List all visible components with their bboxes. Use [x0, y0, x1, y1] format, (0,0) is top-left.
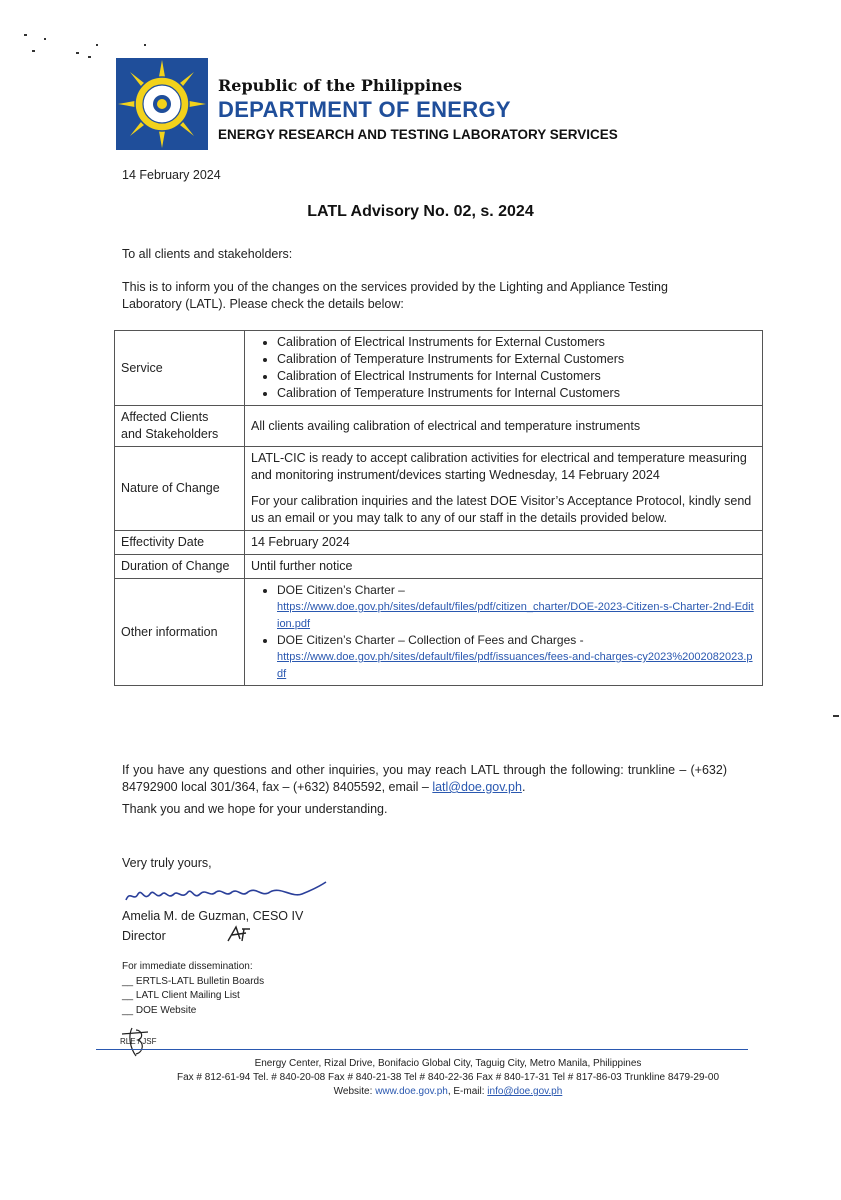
list-item: __ LATL Client Mailing List	[122, 990, 240, 1001]
footer-email-link[interactable]: info@doe.gov.ph	[487, 1086, 563, 1097]
effectivity-value: 14 February 2024	[245, 531, 763, 555]
effectivity-label: Effectivity Date	[115, 531, 245, 555]
advisory-title: LATL Advisory No. 02, s. 2024	[307, 203, 534, 220]
other-value	[245, 579, 763, 686]
signatory-name: Amelia M. de Guzman, CESO IV	[122, 909, 304, 923]
handwritten-stamp-icon	[118, 1026, 158, 1060]
list-item: • Calibration of Temperature Instruments for External Customers	[277, 351, 756, 368]
contact-paragraph	[122, 762, 727, 796]
service-list	[251, 334, 756, 402]
doe-seal-logo	[116, 58, 208, 150]
list-item: • Calibration of Electrical Instruments for Internal Customers	[277, 368, 756, 385]
regards-text: Very truly yours,	[122, 856, 212, 870]
footer	[96, 1057, 800, 1099]
other-label: Other information	[115, 579, 245, 686]
list-item: __ DOE Website	[122, 1004, 197, 1016]
service-value	[245, 331, 763, 406]
duration-value: Until further notice	[245, 555, 763, 579]
table-row-duration	[115, 555, 763, 579]
footer-web	[96, 1085, 800, 1099]
signatory-position: Director	[122, 929, 166, 943]
latl-email-link[interactable]: latl@doe.gov.ph	[432, 780, 522, 794]
table-row-nature	[115, 447, 763, 531]
footer-address: Energy Center, Rizal Drive, Bonifacio Global City, Taguig City, Metro Manila, Philippines	[254, 1058, 642, 1069]
initials-icon	[226, 925, 252, 943]
list-item: __ ERTLS-LATL Bulletin Boards	[122, 975, 265, 987]
table-row-service	[115, 331, 763, 406]
website-label: Website:	[333, 1086, 373, 1097]
department-heading: DEPARTMENT OF ENERGY	[218, 97, 511, 122]
table-row-effectivity	[115, 531, 763, 555]
intro-paragraph: This is to inform you of the changes on the services provided by the Lighting and Appliance Testing Laboratory (LATL). Please check the details below:	[122, 280, 668, 311]
nature-value	[245, 447, 763, 531]
signature-icon	[122, 880, 332, 910]
table-row-affected	[115, 406, 763, 447]
affected-label	[115, 406, 245, 447]
footer-divider	[96, 1049, 748, 1050]
republic-heading: Republic of the Philippines	[218, 76, 463, 95]
affected-label-line2: and Stakeholders	[121, 427, 219, 441]
list-item: • Calibration of Electrical Instruments for External Customers	[277, 334, 756, 351]
duration-label: Duration of Change	[115, 555, 245, 579]
website-link[interactable]: www.doe.gov.ph	[375, 1086, 448, 1097]
nature-label: Nature of Change	[115, 447, 245, 531]
svg-text:RLE / JSF: RLE / JSF	[120, 1037, 157, 1046]
other-list	[251, 582, 756, 682]
footer-phones: Fax # 812-61-94 Tel. # 840-20-08 Fax # 840-21-38 Tel # 840-22-36 Fax # 840-17-31 Tel # 817-86-03 Trunkline 8479-29-00	[176, 1072, 720, 1083]
fees-charter-link[interactable]: https://www.doe.gov.ph/sites/default/files/pdf/issuances/fees-and-charges-cy2023%2002082023.pdf	[277, 651, 753, 680]
list-item	[277, 582, 756, 632]
list-item	[277, 632, 756, 682]
fees-charter-title: DOE Citizen’s Charter – Collection of Fees and Charges -	[277, 633, 584, 647]
dissemination-block	[122, 960, 264, 1018]
email-label: , E-mail:	[447, 1086, 485, 1097]
dissemination-heading: For immediate dissemination:	[122, 961, 253, 972]
list-item: • Calibration of Temperature Instruments for Internal Customers	[277, 385, 756, 402]
office-heading: ENERGY RESEARCH AND TESTING LABORATORY SERVICES	[218, 127, 618, 142]
salutation: To all clients and stakeholders:	[122, 247, 293, 261]
nature-paragraph-2: For your calibration inquiries and the latest DOE Visitor’s Acceptance Protocol, kindly send us an email or you may talk to any of our staff in the details provided below.	[251, 494, 752, 525]
citizen-charter-title: DOE Citizen’s Charter –	[277, 583, 405, 597]
contact-text: If you have any questions and other inquiries, you may reach LATL through the following: trunkline – (+632) 84792900 local 301/364, fax – (+632) 8405592, email –	[122, 763, 727, 794]
table-row-other	[115, 579, 763, 686]
affected-label-line1: Affected Clients	[121, 410, 209, 424]
affected-value: All clients availing calibration of electrical and temperature instruments	[245, 406, 763, 447]
contact-end: .	[521, 780, 526, 794]
nature-paragraph-1: LATL-CIC is ready to accept calibration activities for electrical and temperature measuring and monitoring instrument/devices starting Wednesday, 14 February 2024	[251, 451, 747, 482]
letter-date: 14 February 2024	[122, 168, 221, 182]
service-label: Service	[115, 331, 245, 406]
citizen-charter-link[interactable]: https://www.doe.gov.ph/sites/default/files/pdf/citizen_charter/DOE-2023-Citizen-s-Charter-2nd-Edition.pdf	[277, 601, 754, 630]
thanks-text: Thank you and we hope for your understanding.	[122, 802, 388, 816]
advisory-details-table	[114, 330, 763, 686]
